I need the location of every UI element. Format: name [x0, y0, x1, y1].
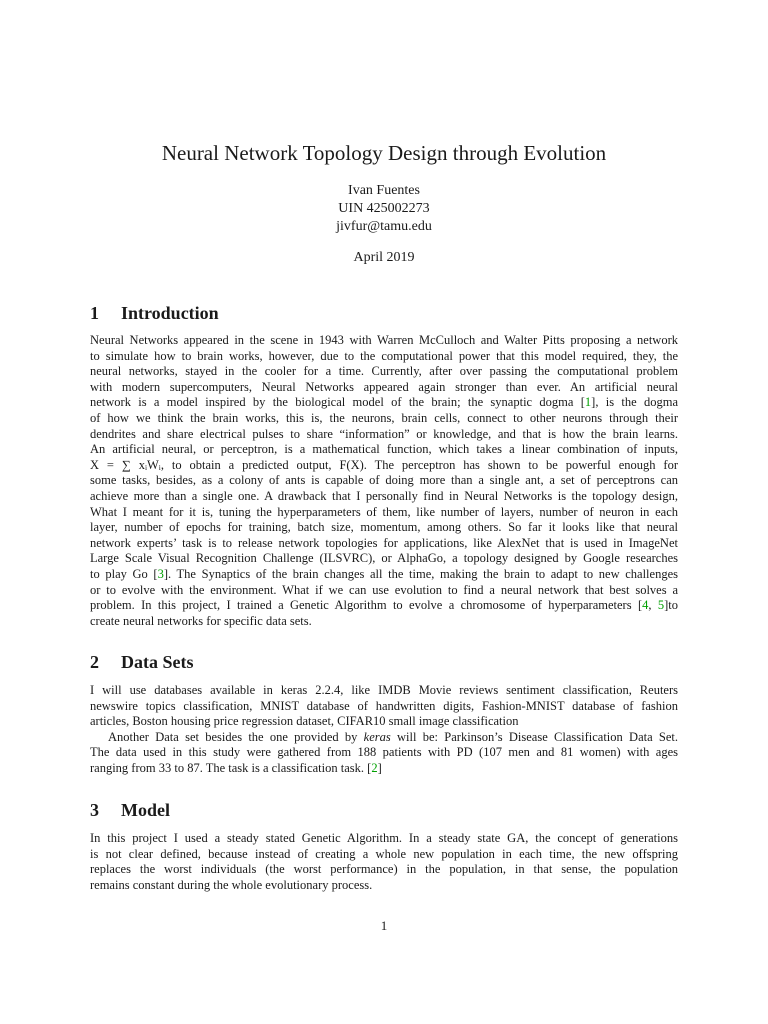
text-line: of how we think the brain works, this is, the neurons, brain cells, connect to other neurons through their: [90, 410, 678, 425]
text-line-with-emphasis: Another Data set besides the one provided by keras will be: Parkinson’s Disease Classification Data Set.: [108, 729, 679, 744]
text-line: remains constant during the whole evolutionary process.: [90, 877, 373, 892]
text-line: with modern supercomputers, Neural Networks appeared again stronger than ever. An artificial neural: [90, 379, 678, 394]
text-line: achieve more than a single one. A drawback that I personally find in Neural Networks is the topology design,: [90, 488, 678, 503]
text-line: What I meant for it is, tuning the hyperparameters of them, like number of layers, number of neuron in each: [90, 504, 678, 519]
text-line-with-citation: problem. In this project, I trained a Genetic Algorithm to evolve a chromosome of hyperparameters [4, 5]to: [90, 598, 678, 613]
section-heading-model: [90, 799, 170, 821]
text-line: network experts’ task is to release network topologies for applications, like AlexNet that is used in ImageNet: [90, 535, 678, 550]
text-line-with-math: X = ∑ xᵢWᵢ, to obtain a predicted output, F(X). The perceptron has shown to be powerful enough for: [90, 457, 678, 472]
text-line: to simulate how to brain works, however, due to the computational power that this model required, they, the: [90, 348, 678, 363]
text-line-with-citation: network is a model inspired by the biological model of the brain; the synaptic dogma [1], is the dogma: [90, 395, 678, 410]
author-block: [0, 182, 768, 236]
text-line: create neural networks for specific data sets.: [90, 613, 312, 628]
paper-title: Neural Network Topology Design through Evolution: [161, 141, 607, 165]
text-line: articles, Boston housing price regression dataset, CIFAR10 small image classification: [90, 714, 519, 729]
text-line: neural networks, stayed in the cooler for a time. Currently, after over passing the computational problem: [90, 364, 678, 379]
section-number: 1: [90, 303, 99, 323]
section-title: Introduction: [121, 303, 219, 323]
page-number: 1: [380, 918, 388, 933]
section-number: 2: [90, 652, 99, 672]
data-sets-body: [90, 683, 678, 777]
text-line: newswire topics classification, MNIST database of handwritten digits, Fashion-MNIST database of fashion: [90, 698, 678, 713]
citation-link[interactable]: 4: [642, 598, 649, 613]
section-heading-introduction: [90, 302, 219, 324]
text-line: I will use databases available in keras 2.2.4, like IMDB Movie reviews sentiment classification, Reuters: [90, 683, 678, 697]
text-line-with-citation: ranging from 33 to 87. The task is a classification task. [2]: [90, 760, 382, 775]
author-name: Ivan Fuentes: [348, 183, 420, 198]
text-line: some tasks, besides, as a colony of ants is capable of doing more than a single ant, a set of perceptrons can: [90, 473, 678, 488]
model-body: [90, 831, 678, 893]
introduction-body: [90, 333, 678, 629]
paper-date: April 2019: [353, 250, 415, 265]
author-email: jivfur@tamu.edu: [336, 219, 432, 234]
section-title: Model: [121, 800, 170, 820]
text-line: An artificial neural, or perceptron, is a mathematical function, which takes a linear combination of inputs,: [90, 442, 678, 457]
text-line: replaces the worst individuals (the worst performance) in the population, in that sense, the population: [90, 862, 678, 877]
citation-link[interactable]: 2: [371, 760, 378, 775]
emphasis-text: keras: [363, 729, 391, 744]
text-line: Large Scale Visual Recognition Challenge (ILSVRC), or AlphaGo, a topology designed by Google researches: [90, 551, 678, 566]
citation-link[interactable]: 3: [157, 566, 164, 581]
section-heading-data-sets: [90, 651, 194, 673]
author-uin: UIN 425002273: [338, 201, 430, 216]
text-line: Neural Networks appeared in the scene in 1943 with Warren McCulloch and Walter Pitts proposing a network: [90, 333, 678, 347]
text-line: or to evolve with the environment. What if we can use evolution to find a neural network that best solves a: [90, 582, 678, 597]
text-line: dendrites and share electrical pulses to share “information” or knowledge, and that is how the brain learns.: [90, 426, 678, 441]
text-line: The data used in this study were gathered from 188 patients with PD (107 men and 81 women) with ages: [90, 745, 678, 760]
text-line: layer, number of epochs for training, batch size, momentum, among others. So far it looks like that neural: [90, 520, 678, 535]
section-number: 3: [90, 800, 99, 820]
citation-link[interactable]: 5: [657, 598, 665, 613]
section-title: Data Sets: [121, 652, 194, 672]
text-line: is not clear defined, because instead of creating a whole new population in each time, the new offspring: [90, 846, 678, 861]
citation-link[interactable]: 1: [584, 395, 592, 410]
text-line: In this project I used a steady stated Genetic Algorithm. In a steady state GA, the concept of generations: [90, 831, 678, 845]
text-line-with-citation: to play Go [3]. The Synaptics of the brain changes all the time, making the brain to adapt to new challenges: [90, 566, 678, 581]
